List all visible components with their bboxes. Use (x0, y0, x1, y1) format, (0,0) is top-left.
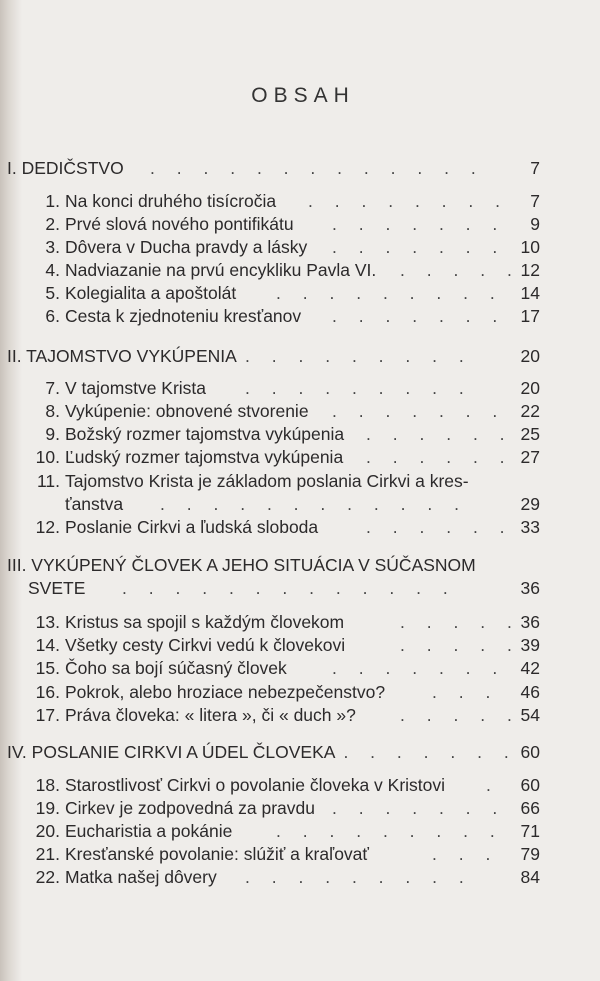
entry-title: Cesta k zjednoteniu kresťanov (65, 306, 302, 326)
entry-number: 6. (45, 306, 60, 326)
entry-number: 12. (35, 517, 60, 537)
entry-number: 15. (35, 658, 60, 678)
page-number: 60 (520, 775, 540, 795)
page-number: 22 (520, 401, 540, 421)
toc-section-heading[interactable] (0, 554, 600, 577)
toc-entry[interactable] (0, 657, 600, 680)
page-number: 36 (520, 612, 540, 632)
entry-title: Čoho sa bojí súčasný človek (65, 658, 287, 678)
dot-leader: . . . . . . . . . (245, 378, 464, 398)
toc-entry[interactable] (0, 611, 600, 634)
entry-number: 2. (45, 214, 60, 234)
page-number: 66 (520, 798, 540, 818)
entry-title: Na konci druhého tisícročia (65, 191, 277, 211)
page-number: 71 (520, 821, 540, 841)
toc-entry[interactable] (0, 681, 600, 704)
page-number: 9 (530, 214, 540, 234)
entry-number: 16. (35, 682, 60, 702)
entry-number: 10. (35, 447, 60, 467)
entry-title-continuation: ťanstva (65, 494, 124, 514)
entry-number: 13. (35, 612, 60, 632)
entry-number: 17. (35, 705, 60, 725)
toc-entry[interactable] (0, 305, 600, 328)
entry-title: Ľudský rozmer tajomstva vykúpenia (65, 447, 344, 467)
toc-section-heading[interactable] (0, 157, 600, 180)
section-title: II. TAJOMSTVO VYKÚPENIA (7, 346, 237, 366)
toc-entry[interactable] (0, 236, 600, 259)
toc-entry[interactable] (0, 190, 600, 213)
dot-leader: . . . . . (400, 260, 512, 280)
page-number: 7 (530, 191, 540, 211)
dot-leader: . . . . . . . (332, 306, 498, 326)
page-number: 25 (520, 424, 540, 444)
page-number: 39 (520, 635, 540, 655)
page-number: 46 (520, 682, 540, 702)
toc-entry[interactable] (0, 400, 600, 423)
section-title: III. VYKÚPENÝ ČLOVEK A JEHO SITUÁCIA V SÚČASNOM (7, 555, 476, 575)
toc-entry[interactable] (0, 259, 600, 282)
dot-leader: . . . . . . . . . . . . . (150, 158, 476, 178)
page-number: 60 (520, 742, 540, 762)
page-number: 84 (520, 867, 540, 887)
entry-number: 5. (45, 283, 60, 303)
entry-number: 9. (45, 424, 60, 444)
dot-leader: . . . . . . . . . . . . (160, 494, 459, 514)
entry-number: 19. (35, 798, 60, 818)
page-number: 79 (520, 844, 540, 864)
page-number: 42 (520, 658, 540, 678)
entry-number: 18. (35, 775, 60, 795)
entry-title: Pokrok, alebo hroziace nebezpečenstvo? (65, 682, 386, 702)
toc-entry[interactable] (0, 423, 600, 446)
section-title: I. DEDIČSTVO (7, 158, 124, 178)
dot-leader: . . . (432, 682, 491, 702)
entry-title: V tajomstve Krista (65, 378, 207, 398)
dot-leader: . . . . . . . (332, 214, 498, 234)
dot-leader: . . . . . . (366, 517, 505, 537)
dot-leader: . . . . . . . (332, 401, 498, 421)
entry-title: Prvé slová nového pontifikátu (65, 214, 294, 234)
dot-leader: . . . . . . . . . (245, 867, 464, 887)
dot-leader: . . . . . . (366, 424, 505, 444)
entry-title: Práva človeka: « litera », či « duch »? (65, 705, 356, 725)
entry-number: 1. (45, 191, 60, 211)
entry-title: Nadviazanie na prvú encykliku Pavla VI. (65, 260, 377, 280)
section-title: IV. POSLANIE CIRKVI A ÚDEL ČLOVEKA (7, 742, 336, 762)
toc-entry-continuation[interactable] (0, 493, 600, 516)
toc-entry[interactable] (0, 843, 600, 866)
toc-entry[interactable] (0, 446, 600, 469)
toc-entry[interactable] (0, 377, 600, 400)
dot-leader: . . . . . . . . . (276, 821, 495, 841)
dot-leader: . . . . . (400, 705, 512, 725)
page-number: 29 (520, 494, 540, 514)
entry-title: Kristus sa spojil s každým človekom (65, 612, 345, 632)
dot-leader: . . . . . . . . (308, 191, 501, 211)
entry-title: Tajomstvo Krista je základom poslania Cirkvi a kres- (65, 471, 469, 491)
entry-title: Všetky cesty Cirkvi vedú k človekovi (65, 635, 346, 655)
toc-entry[interactable] (0, 704, 600, 727)
page-number: 20 (520, 378, 540, 398)
page-number: 54 (520, 705, 540, 725)
page-number: 17 (520, 306, 540, 326)
toc-entry[interactable] (0, 866, 600, 889)
page-number: 33 (520, 517, 540, 537)
toc-section-heading-continuation[interactable] (0, 577, 600, 600)
page-number: 27 (520, 447, 540, 467)
entry-number: 7. (45, 378, 60, 398)
dot-leader: . . . . . (400, 635, 512, 655)
page-number: 7 (530, 158, 540, 178)
toc-entry[interactable] (0, 213, 600, 236)
entry-number: 21. (35, 844, 60, 864)
dot-leader: . . . . . . . . . . . . . (122, 578, 448, 598)
page-number: 36 (520, 578, 540, 598)
entry-number: 3. (45, 237, 60, 257)
entry-title: Kresťanské povolanie: slúžiť a kraľovať (65, 844, 369, 864)
entry-number: 20. (35, 821, 60, 841)
entry-title: Dôvera v Ducha pravdy a lásky (65, 237, 308, 257)
dot-leader: . . . . . . (366, 447, 505, 467)
toc-entry[interactable] (0, 470, 600, 493)
entry-number: 22. (35, 867, 60, 887)
page-number: 10 (520, 237, 540, 257)
toc-entry[interactable] (0, 516, 600, 539)
entry-number: 11. (36, 471, 60, 491)
entry-number: 8. (45, 401, 60, 421)
toc-entry[interactable] (0, 797, 600, 820)
dot-leader: . (486, 775, 491, 795)
entry-title: Cirkev je zodpovedná za pravdu (65, 798, 316, 818)
entry-title: Božský rozmer tajomstva vykúpenia (65, 424, 345, 444)
toc-entry[interactable] (0, 774, 600, 797)
toc-entry[interactable] (0, 282, 600, 305)
page-title: OBSAH (251, 84, 355, 107)
dot-leader: . . . . . . . (343, 742, 509, 762)
dot-leader: . . . . . . . (332, 237, 498, 257)
entry-title: Eucharistia a pokánie (65, 821, 233, 841)
entry-title: Kolegialita a apoštolát (65, 283, 237, 303)
page-number: 14 (520, 283, 540, 303)
toc-entry[interactable] (0, 634, 600, 657)
entry-title: Poslanie Cirkvi a ľudská sloboda (65, 517, 319, 537)
toc-section-heading[interactable] (0, 345, 600, 368)
toc-entry[interactable] (0, 820, 600, 843)
toc-section-heading[interactable] (0, 741, 600, 764)
section-title-continuation: SVETE (28, 578, 86, 598)
page-number: 20 (520, 346, 540, 366)
dot-leader: . . . . . . . . . (245, 346, 464, 366)
entry-title: Matka našej dôvery (65, 867, 217, 887)
dot-leader: . . . . . (400, 612, 512, 632)
dot-leader: . . . . . . . . . (276, 283, 495, 303)
entry-title: Vykúpenie: obnovené stvorenie (65, 401, 309, 421)
dot-leader: . . . . . . . (332, 658, 498, 678)
dot-leader: . . . . . . . (332, 798, 498, 818)
dot-leader: . . . (432, 844, 491, 864)
page-number: 12 (520, 260, 540, 280)
entry-number: 4. (45, 260, 60, 280)
entry-number: 14. (35, 635, 60, 655)
entry-title: Starostlivosť Cirkvi o povolanie človeka v Kristovi (65, 775, 446, 795)
